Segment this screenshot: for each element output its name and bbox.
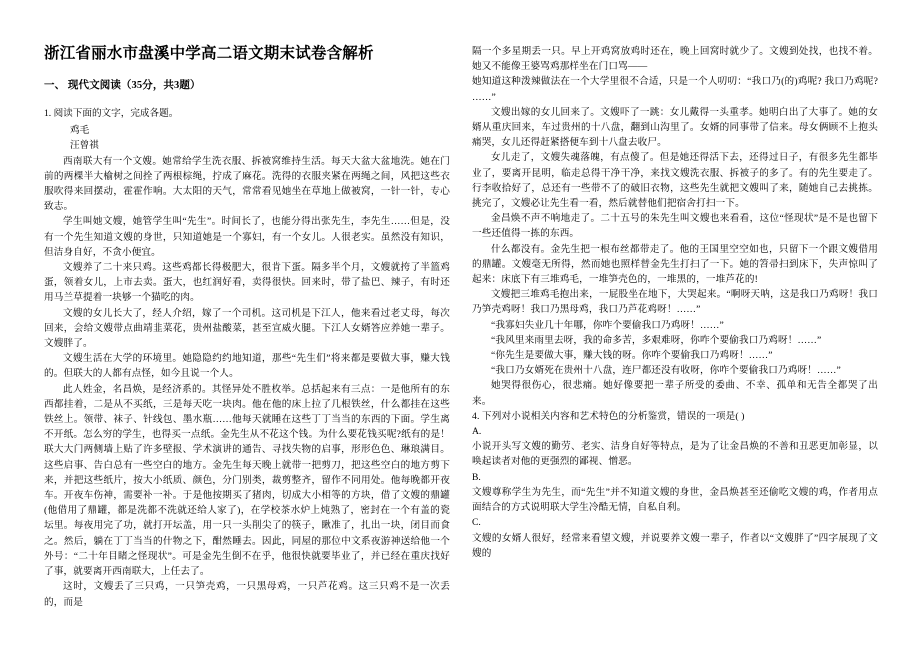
option-letter-a: A.: [472, 426, 482, 438]
passage-paragraph: 隔一个多星期丢一只。早上开鸡窝放鸡时还在，晚上回窝时就少了。文嫂到处找，也找不着。她又不能像王婆骂鸡那样坐在门口骂——: [472, 46, 878, 73]
dialogue-line: “我寡妇失业几十年哪，你咋个要偷我口乃鸡呀！……”: [491, 319, 724, 331]
passage-paragraph: 女儿走了，文嫂失魂落魄，有点傻了。但是她还得活下去，还得过日子，有很多先生都毕业了，要离开昆明，临走总得干净干净，来找文嫂洗衣服、拆被子的多了。有的先生要走了。行李收拾好了，总还有一些带不了的破旧衣物，这些先生就把文嫂叫了来，随她自己去挑拣。挑完了，文嫂必让先生看一看，然后就替他们把宿舍打扫一下。: [472, 152, 878, 210]
passage-paragraph: 金昌焕不声不响地走了。二十五号的朱先生叫文嫂也来看看，这位“怪现状”是不是也留下一些还值得一拣的东西。: [472, 213, 878, 240]
passage-paragraph: 她哭得很伤心，很悲痛。她好像要把一辈子所受的委曲、不幸、孤单和无告全都哭了出来。: [472, 380, 878, 407]
piece-author: 汪曾祺: [70, 140, 99, 152]
passage-paragraph: 西南联大有一个文嫂。她常给学生洗衣服、拆被窝维持生活。每天大盆大盆地洗。她在门前的两棵半大榆树之间拴了两根棕绳，拧成了麻花。洗得的衣服夹紧在两绳之间，风把这些衣服吹得来回摆动，霍霍作响。大太阳的天气，常常看见她坐在草地上做被窝，一针一针，专心致志。: [44, 155, 450, 213]
piece-title: 鸡毛: [70, 125, 90, 137]
option-letter-b: B.: [472, 471, 481, 483]
two-column-layout: [44, 44, 880, 631]
passage-paragraph: 此人姓金，名昌焕，是经济系的。其怪异处不胜枚举。总括起来有三点：一是他所有的东西都挂着，二是从不买纸，三是每天吃一块肉。他在他的床上拉了几根铁丝，什么都挂在这些铁丝上。领带、袜子、针线包、墨水瓶……他每天就睡在这些丁丁当当的东西的下面。学生离不开纸。怎么穷的学生，也得买一点纸。金先生从不花这个钱。为什么要花钱买呢?纸有的是！联大大门两侧墙上贴了许多壁报、学术演讲的通告、寻找失物的启事，形形色色、琳琅满目。这些启事、告白总有一些空白的地方。金先生每天晚上就带一把剪刀，把这些空白的地方剪下来，并把这些纸片，按大小纸质、颜色，分门别类，裁剪整齐，留作不同用处。他每晚都开夜车。开夜车伤神，需要补一补。于是他按期买了猪肉，切成大小相等的方块，借了文嫂的鼎罐(他借用了鼎罐，都是洗都不洗就还给人家了)，在学校茶水炉上炖熟了，密封在一个有盖的瓷坛里。每夜用完了功，就打开坛盖，用一只一头削尖了的筷子，瞅准了，扎出一块，闭目而食之。然后，躺在丁丁当当的什物之下，酣然睡去。因此，同屋的那位中文系夜游神送给他一个外号：“二十年目睹之怪现状”。可是金先生倒不在乎，他很快就要毕业了，并已经在重庆找好了事，就要离开西南联大，上任去了。: [44, 383, 450, 578]
right-column: [472, 44, 878, 561]
dialogue-line: “我口乃女婿死在贵州十八盘，连尸都还没有收呀，你咋个要偷我口乃鸡呀！……”: [491, 365, 841, 377]
option-letter-c: C.: [472, 517, 481, 529]
section-heading: 一、 现代文阅读（35分，共3题）: [44, 80, 201, 91]
passage-paragraph: 这时，文嫂丢了三只鸡，一只笋壳鸡，一只黑母鸡，一只芦花鸡。这三只鸡不是一次丢的，而是: [44, 581, 450, 608]
option-text-b: 文嫂尊称学生为先生，而“先生”并不知道文嫂的身世，金昌焕甚至还偷吃文嫂的鸡，作者用点面结合的方式说明联大学生冷酷无情，自私自利。: [472, 486, 878, 514]
dialogue-line: “我风里来雨里去呀，我的命多苦，多艰难呀，你咋个要偷我口乃鸡呀！……”: [491, 334, 822, 346]
passage-paragraph: 文嫂把三堆鸡毛抱出来，一屁股坐在地下，大哭起来。“啊呀天呐，这是我口乃鸡呀！我口乃笋壳鸡呀！我口乃黑母鸡，我口乃芦花鸡呀！……”: [472, 289, 878, 316]
question-4-stem: 4. 下列对小说相关内容和艺术特色的分析鉴赏，错误的一项是( ): [472, 410, 745, 422]
passage-paragraph: 什么都没有。金先生把一根布丝都带走了。他的王国里空空如也，只留下一个跟文嫂借用的鼎罐。文嫂毫无所得，然而她也照样替金先生打扫了一下。她的笤帚扫到床下，失声惊叫了起来：床底下有三堆鸡毛，一堆笋壳色的，一堆黑的，一堆芦花的!: [472, 243, 878, 286]
passage-paragraph: 学生叫她文嫂，她管学生叫“先生”。时间长了，也能分得出张先生，李先生……但是，没有一个先生知道文嫂的身世，只知道她是一个寡妇，有一个女儿。人很老实。虽然没有知识，但洁身自好，不贪小便宜。: [44, 216, 450, 258]
passage-paragraph: 文嫂的女儿长大了，经人介绍，嫁了一个司机。这司机是下江人，他来看过老丈母，每次回来，会给文嫂带点曲靖韭菜花，贵州盐酸菜，甚至宣威火腿。下江人女婿答应养她一辈子。文嫂胖了。: [44, 307, 450, 350]
option-text-c: 文嫂的女婿人很好，经常来看望文嫂，并说要养文嫂一辈子，作者以“文嫂胖了”四字展现了文嫂的: [472, 532, 878, 559]
dialogue-line: “你先生是要做大事，赚大钱的呀。你咋个要偷我口乃鸡呀！……”: [491, 350, 773, 362]
passage-paragraph: 文嫂生活在大学的环境里。她隐隐约约地知道，那些“先生们”将来都是要做大事，赚大钱的。但联大的人都有点怪，如今且说一个人。: [44, 353, 450, 380]
option-text-a: 小说开头写文嫂的勤劳、老实、洁身自好等特点，是为了让金昌焕的不善和丑恶更加彰显，以唤起读者对他的更强烈的鄙视、憎恶。: [472, 441, 878, 468]
question-lead: 1. 阅读下面的文字，完成各题。: [44, 108, 179, 119]
passage-paragraph: 文嫂养了二十来只鸡。这些鸡都长得极肥大，很肯下蛋。隔多半个月，文嫂就挎了半篮鸡蛋，领着女儿，上市去卖。蛋大，也红润好看，卖得很快。回来时，带了盐巴、辣子，有时还用马兰草提着一块够一个猫吃的肉。: [44, 262, 450, 304]
passage-paragraph: 文嫂出嫁的女儿回来了。文嫂吓了一跳：女儿戴得一头重孝。她明白出了大事了。她的女婿从重庆回来，车过贵州的十八盘，翻到山沟里了。女婿的同事带了信来。母女俩顾不上抱头痛哭，女儿还得赶紧搭便车到十八盘去收尸。: [472, 106, 878, 149]
passage-paragraph: 她知道这种泼辣做法在一个大学里很不合适，只是一个人叨叨：“我口乃(的)鸡呢? 我口乃鸡呢? ……”: [472, 76, 878, 103]
left-column: [44, 44, 450, 610]
page-title: 浙江省丽水市盘溪中学高二语文期末试卷含解析: [44, 45, 374, 62]
